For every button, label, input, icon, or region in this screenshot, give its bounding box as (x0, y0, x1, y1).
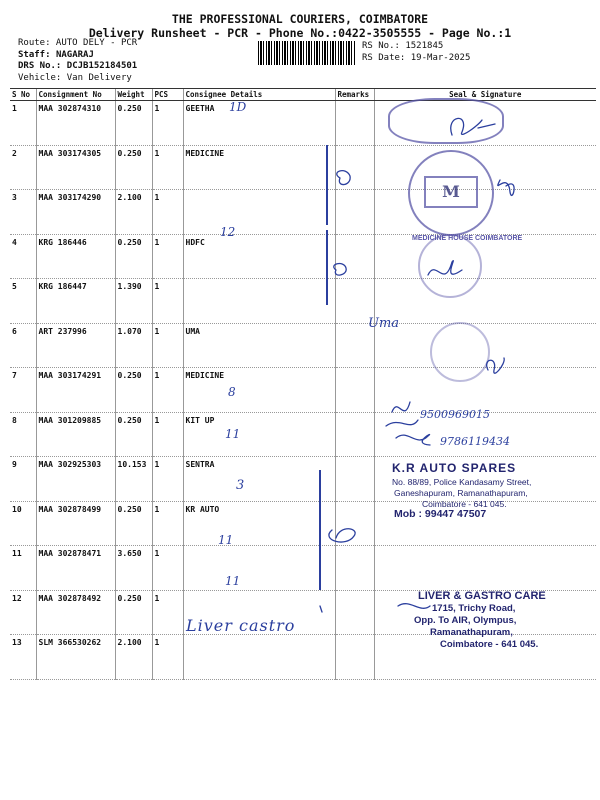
signature-row8 (386, 402, 418, 426)
liver-gastro-stamp-addr3: Ramanathapuram, (430, 627, 513, 638)
handwritten-phone-2: 9786119434 (440, 435, 510, 448)
liver-gastro-stamp-name: LIVER & GASTRO CARE (418, 590, 546, 602)
pcs-cell: 1 (152, 145, 183, 190)
consignee-details: MEDICINE (183, 145, 335, 190)
sno-cell: 4 (10, 234, 36, 279)
weight-cell: 0.250 (115, 590, 152, 635)
weight-cell: 0.250 (115, 145, 152, 190)
weight-cell: 0.250 (115, 101, 152, 146)
sno-cell: 5 (10, 279, 36, 324)
col-consignment: Consignment No (36, 89, 115, 101)
sno-cell: 12 (10, 590, 36, 635)
col-pcs: PCS (152, 89, 183, 101)
consignee-details: SENTRA (183, 457, 335, 502)
handwritten-mark-kr-auto: 3 (236, 478, 245, 493)
signature-row11 (329, 529, 355, 542)
col-remarks: Remarks (335, 89, 374, 101)
handwritten-uma-signature: Uma (368, 316, 400, 331)
kr-auto-stamp-addr3: Coimbatore - 641 045. (422, 499, 507, 509)
consignment-number: KRG 186447 (36, 279, 115, 324)
kr-auto-stamp-mobile: Mob : 99447 47507 (394, 508, 487, 520)
handwritten-mark-hdfc: 12 (220, 225, 236, 239)
kr-auto-stamp-addr2: Ganeshapuram, Ramanathapuram, (394, 488, 528, 498)
weight-cell: 10.153 (115, 457, 152, 502)
pcs-cell: 1 (152, 234, 183, 279)
circle-mark-row2 (337, 171, 350, 185)
col-sno: S No (10, 89, 36, 101)
consignment-number: MAA 302878471 (36, 546, 115, 591)
sno-cell: 10 (10, 501, 36, 546)
liver-gastro-stamp-addr4: Coimbatore - 641 045. (440, 639, 539, 650)
pcs-cell: 1 (152, 501, 183, 546)
sno-cell: 6 (10, 323, 36, 368)
col-weight: Weight (115, 89, 152, 101)
pcs-cell: 1 (152, 457, 183, 502)
document-title: THE PROFESSIONAL COURIERS, COIMBATORE (171, 12, 429, 26)
weight-cell: 3.650 (115, 546, 152, 591)
handwritten-mark-row12: 11 (225, 574, 241, 588)
weight-cell: 0.250 (115, 234, 152, 279)
weight-cell: 1.070 (115, 323, 152, 368)
weight-cell: 1.390 (115, 279, 152, 324)
signature-row9 (396, 435, 430, 445)
weight-cell: 2.100 (115, 635, 152, 680)
pcs-cell: 1 (152, 101, 183, 146)
consignee-details: MEDICINE (183, 368, 335, 413)
handwritten-liver-castro: Liver castro (186, 616, 296, 635)
weight-cell: 0.250 (115, 501, 152, 546)
signature-row2 (498, 180, 514, 195)
pcs-cell: 1 (152, 412, 183, 457)
staff-label: Staff: (18, 49, 51, 60)
consignment-number: MAA 303174291 (36, 368, 115, 413)
drs-label: DRS No.: (18, 61, 62, 71)
sno-cell: 13 (10, 635, 36, 680)
rs-number: RS No.: 1521845 (362, 41, 444, 51)
signature-row5 (428, 261, 462, 275)
signature-row1 (451, 118, 495, 135)
pcs-cell: 1 (152, 546, 183, 591)
consignee-details: UMA (183, 323, 335, 368)
staff-name: NAGARAJ (55, 49, 94, 60)
pcs-cell: 1 (152, 590, 183, 635)
liver-gastro-stamp-addr2: Opp. To AIR, Olympus, (414, 615, 517, 626)
circle-mark-row5 (334, 264, 346, 276)
consignment-number: MAA 302874310 (36, 101, 115, 146)
medicine-house-label: MEDICINE HOUSE COIMBATORE (412, 235, 523, 242)
handwritten-mark-sentra: 11 (225, 427, 241, 441)
signature-row7 (487, 358, 505, 373)
handwritten-mark-row11: 11 (218, 533, 234, 547)
consignment-number: KRG 186446 (36, 234, 115, 279)
consignee-details: GEETHA (183, 101, 335, 146)
consignee-details: HDFC (183, 234, 335, 279)
pcs-cell: 1 (152, 279, 183, 324)
sno-cell: 7 (10, 368, 36, 413)
pcs-cell: 1 (152, 368, 183, 413)
kr-auto-stamp-addr1: No. 88/89, Police Kandasamy Street, (392, 477, 532, 487)
signature-row13 (320, 604, 430, 612)
consignment-number: MAA 301209885 (36, 412, 115, 457)
weight-cell: 2.100 (115, 190, 152, 235)
consignment-number: SLM 366530262 (36, 635, 115, 680)
sno-cell: 8 (10, 412, 36, 457)
consignee-details: KIT UP (183, 412, 335, 457)
consignment-number: MAA 302878499 (36, 501, 115, 546)
kr-auto-stamp-name: K.R AUTO SPARES (392, 461, 517, 475)
pcs-cell: 1 (152, 190, 183, 235)
vehicle: Vehicle: Van Delivery (18, 72, 132, 83)
consignment-number: MAA 303174305 (36, 145, 115, 190)
handwritten-mark-kitup: 8 (228, 385, 236, 399)
sno-cell: 9 (10, 457, 36, 502)
pcs-cell: 1 (152, 635, 183, 680)
drs-number: DCJB152184501 (66, 61, 138, 71)
consignee-details: KR AUTO (183, 501, 335, 546)
handwritten-mark-geetha: 1D (229, 100, 247, 114)
handwritten-phone-1: 9500969015 (420, 408, 490, 421)
consignment-number: ART 237996 (36, 323, 115, 368)
weight-cell: 0.250 (115, 368, 152, 413)
sno-cell: 1 (10, 101, 36, 146)
route: Route: AUTO DELY - PCR (18, 38, 138, 48)
sno-cell: 3 (10, 190, 36, 235)
col-consignee: Consignee Details (183, 89, 335, 101)
rs-date: RS Date: 19-Mar-2025 (362, 52, 471, 63)
pcs-cell: 1 (152, 323, 183, 368)
sno-cell: 11 (10, 546, 36, 591)
sno-cell: 2 (10, 145, 36, 190)
consignment-number: MAA 302878492 (36, 590, 115, 635)
liver-gastro-stamp-addr1: 1715, Trichy Road, (432, 603, 516, 614)
weight-cell: 0.250 (115, 412, 152, 457)
consignment-number: MAA 303174290 (36, 190, 115, 235)
consignment-number: MAA 302925303 (36, 457, 115, 502)
document-subtitle: Delivery Runsheet - PCR - Phone No.:0422-3505555 - Page No.:1 (88, 26, 512, 40)
medicine-house-stamp: M (408, 150, 494, 236)
col-seal: Seal & Signature (374, 89, 596, 101)
